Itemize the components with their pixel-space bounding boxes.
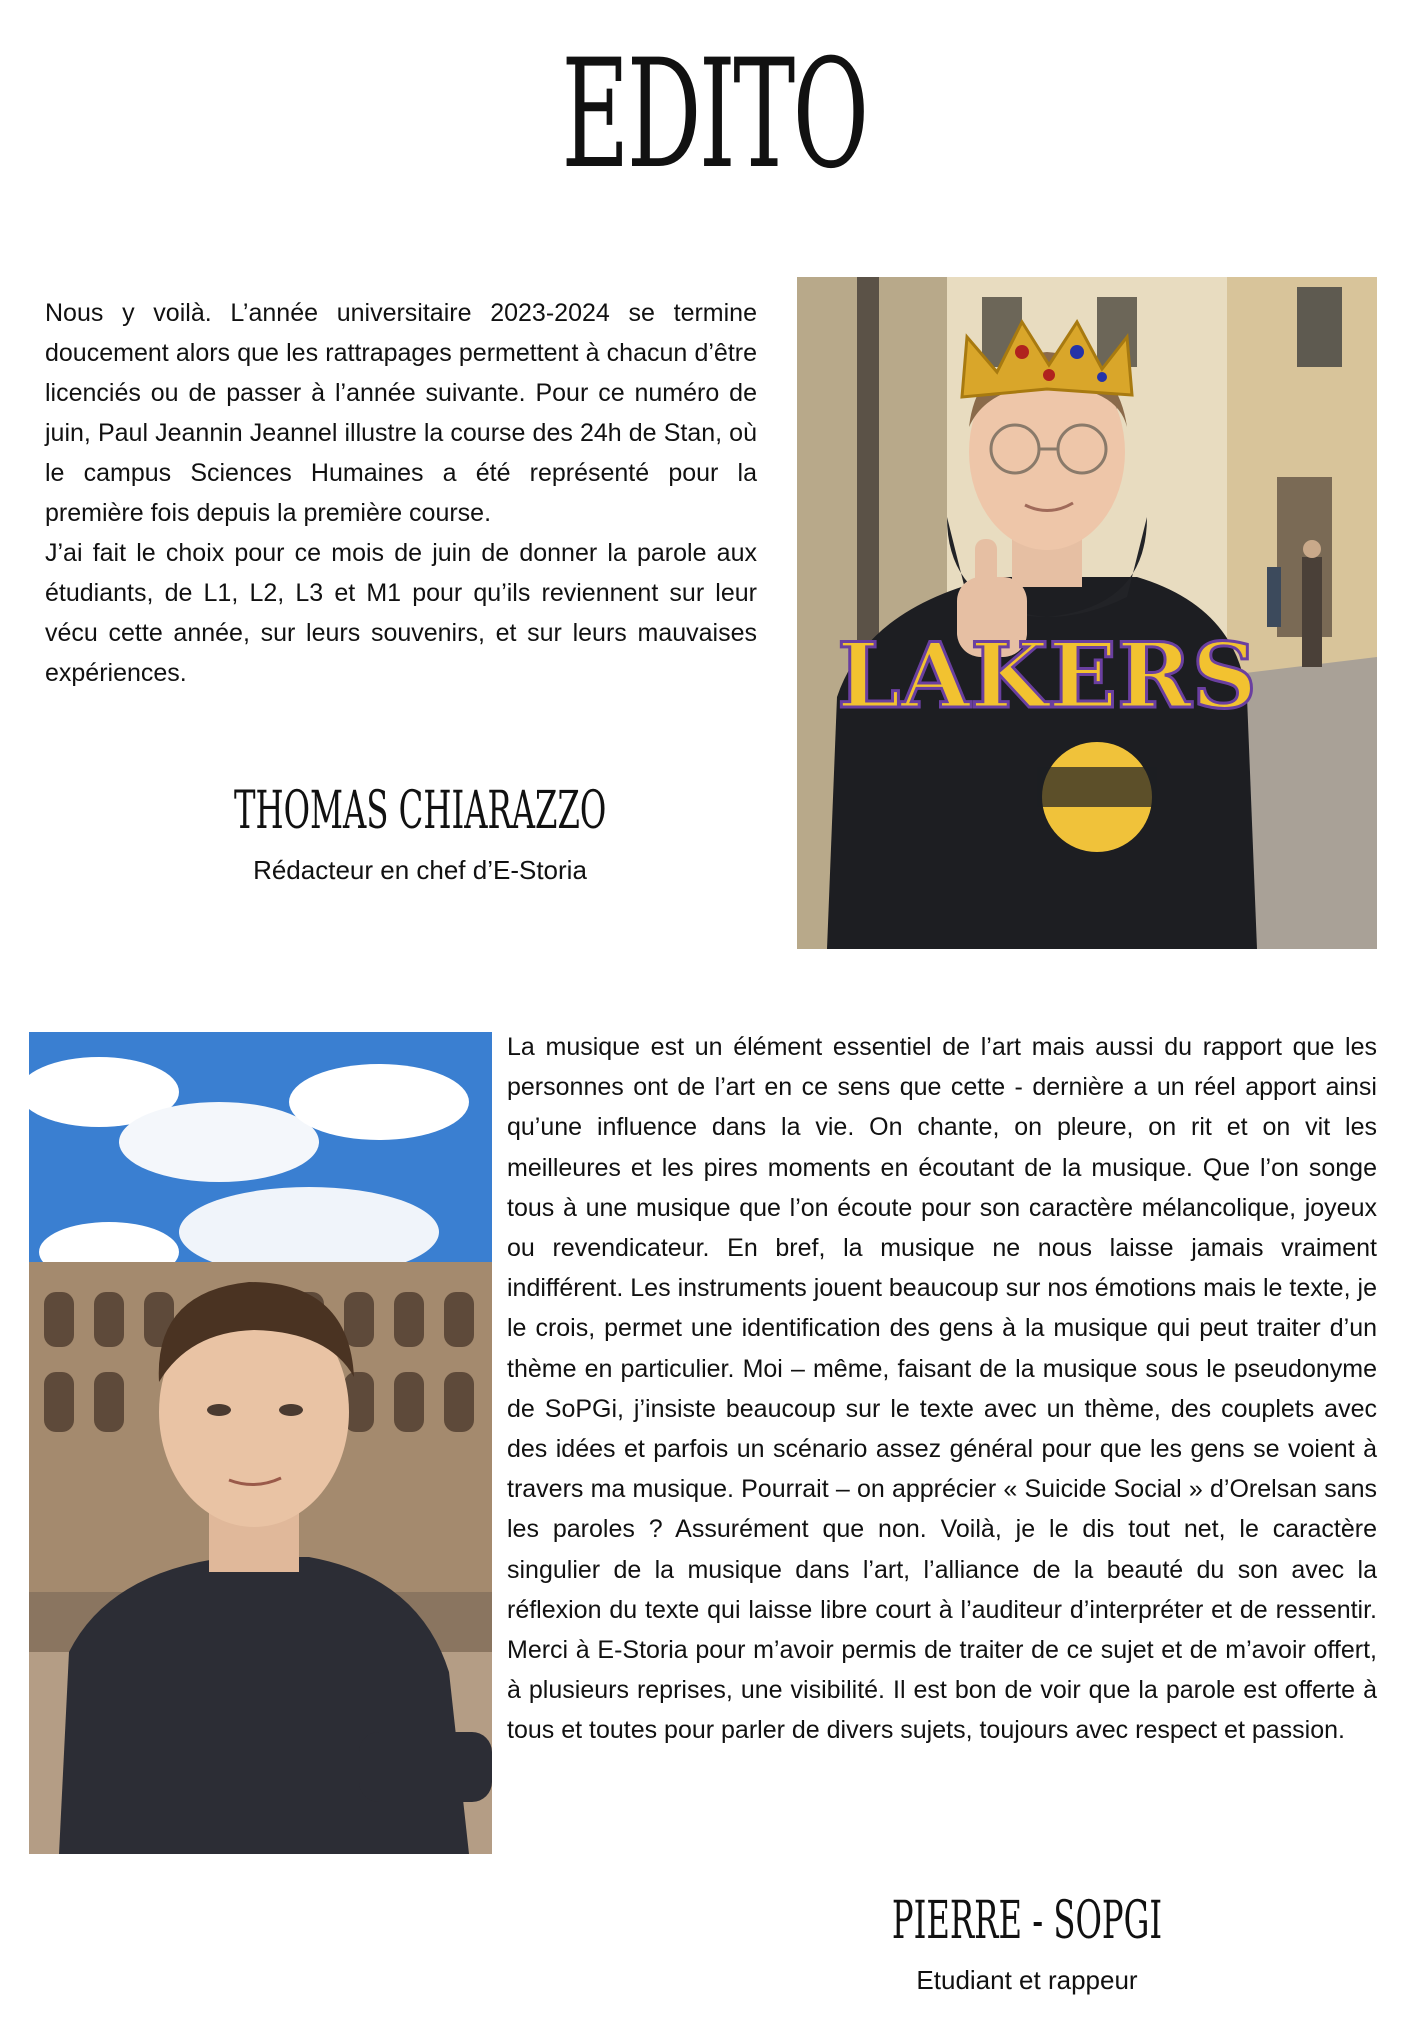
article-author-name: PIERRE - SOPGI xyxy=(891,1891,1163,1951)
edito-paragraph-1: Nous y voilà. L’année universitaire 2023-2024 se termine doucement alors que les rattrapages permettent à chacun d’être licenciés ou de passer à l’année suivante. Pour ce numéro de juin, Paul Jeannin Jeannel illustre la course des 24h de Stan, où le campus Sciences Humaines a été représenté pour la première fois depuis la première course. xyxy=(45,299,757,527)
page-title: EDITO xyxy=(561,28,867,202)
edito-text xyxy=(45,293,757,693)
article-author-role: Etudiant et rappeur xyxy=(916,1965,1138,1995)
student-photo xyxy=(29,1032,492,1854)
edito-author-role: Rédacteur en chef d’E-Storia xyxy=(253,855,587,885)
article-text: La musique est un élément essentiel de l’art mais aussi du rapport que les personnes ont de l’art en ce sens que cette - dernière a un réel apport ainsi qu’une influence dans la vie. On chante, on pleure, on rit et on vit les meilleures et les pires moments en écoutant de la musique. Que l’on songe tous à une musique que l’on écoute pour son caractère mélancolique, joyeux ou revendicateur. En bref, la musique ne nous laisse jamais vraiment indifférent. Les instruments jouent beaucoup sur nos émotions mais le texte, je le crois, permet une identification des gens à la musique qui peut traiter d’un thème en particulier. Moi – même, faisant de la musique sous le pseudonyme de SoPGi, j’insiste beaucoup sur le texte avec un thème, des couplets avec des idées et parfois un scénario assez général pour que les gens se voient à travers ma musique. Pourrait – on apprécier « Suicide Social » d’Orelsan sans les paroles ? Assurément que non. Voilà, je le dis tout net, le caractère singulier de la musique dans l’art, l’alliance de la beauté du son avec la réflexion du texte qui laisse libre court à l’auditeur d’interpréter et de ressentir. Merci à E-Storia pour m’avoir permis de traiter de ce sujet et de m’avoir offert, à plusieurs reprises, une visibilité. Il est bon de voir que la parole est offerte à tous et toutes pour parler de divers sujets, toujours avec respect et passion. xyxy=(507,1033,1377,1745)
editor-photo xyxy=(797,277,1377,949)
edito-author-name: THOMAS CHIARAZZO xyxy=(234,781,607,841)
edito-paragraph-2: J’ai fait le choix pour ce mois de juin de donner la parole aux étudiants, de L1, L2, L3 et M1 pour qu’ils reviennent sur leur vécu cette année, sur leurs souvenirs, et sur leurs mauvaises expériences. xyxy=(45,539,757,687)
sweatshirt-print-text: LAKERS xyxy=(837,623,1257,729)
